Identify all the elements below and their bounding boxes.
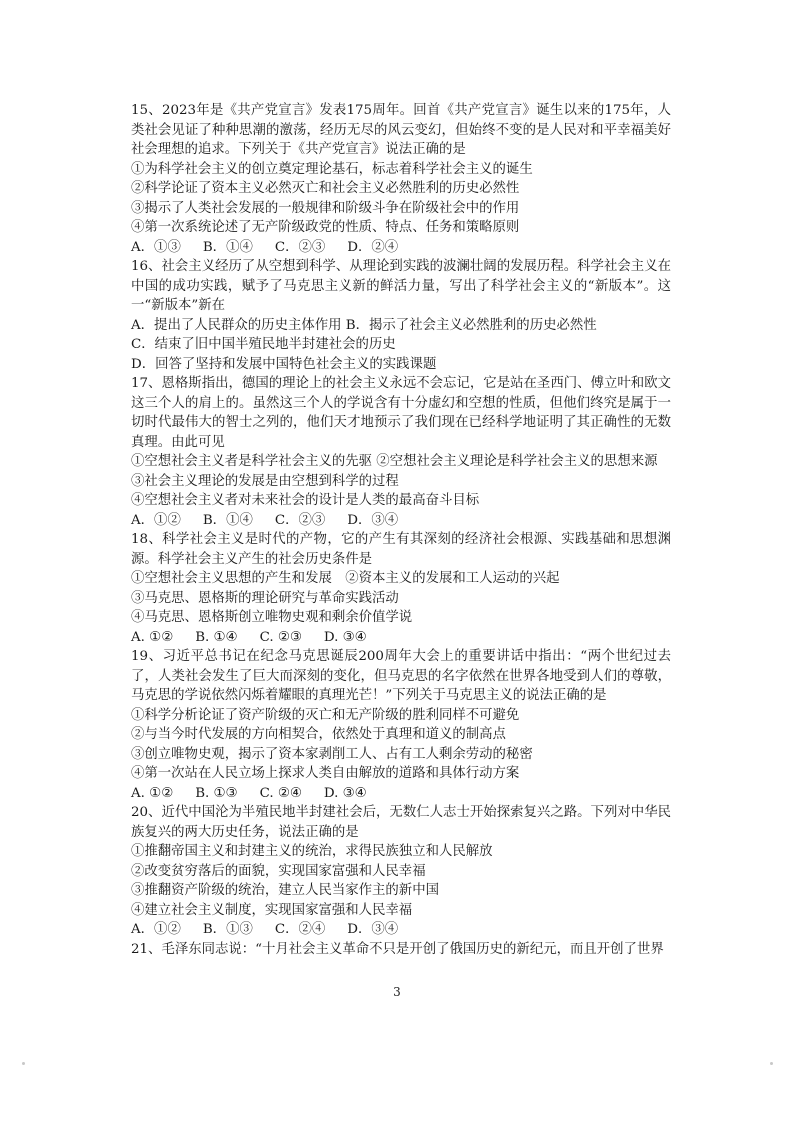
answer-choice: B. ①④: [195, 629, 238, 645]
answer-choices: [131, 784, 671, 804]
statement-option: ③马克思、恩格斯的理论研究与革命实践活动: [131, 590, 399, 606]
question-stem: 18、科学社会主义是时代的产物，它的产生有其深刻的经济社会根源、实践基础和思想渊源。科学社会主义产生的社会历史条件是: [131, 532, 671, 567]
answer-choice: D. ③④: [323, 629, 367, 645]
question-1: [131, 257, 671, 374]
question-6: [131, 940, 671, 960]
statement-option: ④第一次站在人民立场上探求人类自由解放的道路和具体行动方案: [131, 766, 520, 781]
question-4: [131, 647, 671, 803]
statement-option: ③社会主义理论的发展是由空想到科学的过程: [131, 473, 399, 489]
answer-choice: C．②③: [274, 512, 326, 528]
answer-choice: A．①③: [131, 239, 181, 255]
statement-option: ①为科学社会主义的创立奠定理论基石，标志着科学社会主义的诞生: [131, 161, 533, 177]
statement-option: ①科学分析论证了资产阶级的灭亡和无产阶级的胜利同样不可避免: [131, 707, 520, 723]
question-stem: 17、恩格斯指出，德国的理论上的社会主义永远不会忘记，它是站在圣西门、傅立叶和欧文这三个人的肩上的。虽然这三个人的学说含有十分虚幻和空想的性质，但他们终究是属于一切时代最伟大的智士之列的，他们天才地预示了我们现在已经科学地证明了其正确性的无数真理。由此可见: [131, 376, 671, 450]
statement-option: ①空想社会主义思想的产生和发展 ②资本主义的发展和工人运动的兴起: [131, 571, 560, 586]
answer-choices: [131, 238, 671, 258]
answer-choices: [131, 511, 671, 531]
answer-choice: C．②③: [274, 239, 326, 255]
statement-option: ①空想社会主义者是科学社会主义的先驱 ②空想社会主义理论是科学社会主义的思想来源: [131, 454, 658, 469]
statement-option: C．结束了旧中国半殖民地半封建社会的历史: [131, 337, 396, 352]
statement-option: ③创立唯物史观，揭示了资本家剥削工人、占有工人剩余劳动的秘密: [131, 746, 533, 762]
answer-choice: C. ②④: [259, 785, 302, 801]
scan-mark-left: [22, 1062, 25, 1065]
answer-choice: B. ①③: [195, 785, 238, 801]
answer-choice: A. ①②: [131, 785, 174, 801]
answer-choices: [131, 920, 671, 940]
answer-choice: A．①②: [131, 512, 181, 528]
answer-choice: A．①②: [131, 922, 181, 937]
statement-option: ②科学论证了资本主义必然灭亡和社会主义必然胜利的历史必然性: [131, 181, 520, 196]
question-stem: 15、2023年是《共产党宣言》发表175周年。回首《共产党宣言》诞生以来的175年，人类社会见证了种种思潮的激荡，经历无尽的风云变幻，但始终不变的是人民对和平幸福美好社会理想的追求。下列关于《共产党宣言》说法正确的是: [131, 103, 671, 157]
statement-option: ④建立社会主义制度，实现国家富强和人民幸福: [131, 902, 413, 918]
statement-option: A．提出了人民群众的历史主体作用 B．揭示了社会主义必然胜利的历史必然性: [131, 317, 597, 333]
question-5: [131, 803, 671, 940]
statement-option: ③推翻资产阶级的统治，建立人民当家作主的新中国: [131, 883, 439, 898]
question-list: [131, 101, 671, 959]
statement-option: ②与当今时代发展的方向相契合，依然处于真理和道义的制高点: [131, 727, 506, 742]
statement-option: ④第一次系统论述了无产阶级政党的性质、特点、任务和策略原则: [131, 220, 520, 235]
answer-choice: B．①④: [202, 512, 253, 528]
question-stem: 19、习近平总书记在纪念马克思诞辰200周年大会上的重要讲话中指出：“两个世纪过去了，人类社会发生了巨大而深刻的变化，但马克思的名字依然在世界各地受到人们的尊敬，马克思的学说依然闪烁着耀眼的真理光芒！”下列关于马克思主义的说法正确的是: [131, 649, 671, 703]
answer-choice: D．③④: [347, 922, 399, 937]
question-3: [131, 530, 671, 647]
statement-option: ④马克思、恩格斯创立唯物史观和剩余价值学说: [131, 610, 413, 625]
page-number: 3: [393, 985, 401, 999]
scan-mark-right: [770, 1062, 773, 1065]
question-2: [131, 374, 671, 530]
question-stem: 20、近代中国沦为半殖民地半封建社会后，无数仁人志士开始探索复兴之路。下列对中华民族复兴的两大历史任务，说法正确的是: [131, 805, 671, 840]
answer-choice: D. ③④: [323, 785, 367, 801]
answer-choices: [131, 628, 671, 648]
statement-option: ③揭示了人类社会发展的一般规律和阶级斗争在阶级社会中的作用: [131, 200, 520, 216]
answer-choice: B．①③: [202, 922, 253, 937]
answer-choice: A. ①②: [131, 629, 174, 645]
answer-choice: D．③④: [347, 512, 399, 528]
question-stem: 21、毛泽东同志说：“十月社会主义革命不只是开创了俄国历史的新纪元，而且开创了世界: [131, 941, 664, 957]
statement-option: D．回答了坚持和发展中国特色社会主义的实践课题: [131, 356, 437, 372]
statement-option: ②改变贫穷落后的面貌，实现国家富强和人民幸福: [131, 863, 426, 879]
answer-choice: C．②④: [274, 922, 326, 937]
answer-choice: B．①④: [202, 239, 253, 255]
question-stem: 16、社会主义经历了从空想到科学、从理论到实践的波澜壮阔的发展历程。科学社会主义在中国的成功实践，赋予了马克思主义新的鲜活力量，写出了科学社会主义的“新版本”。这一“新版本”新在: [131, 259, 671, 313]
answer-choice: C. ②③: [259, 629, 302, 645]
question-0: [131, 101, 671, 257]
statement-option: ①推翻帝国主义和封建主义的统治，求得民族独立和人民解放: [131, 844, 493, 859]
statement-option: ④空想社会主义者对未来社会的设计是人类的最高奋斗目标: [131, 493, 480, 508]
answer-choice: D．②④: [347, 239, 399, 255]
